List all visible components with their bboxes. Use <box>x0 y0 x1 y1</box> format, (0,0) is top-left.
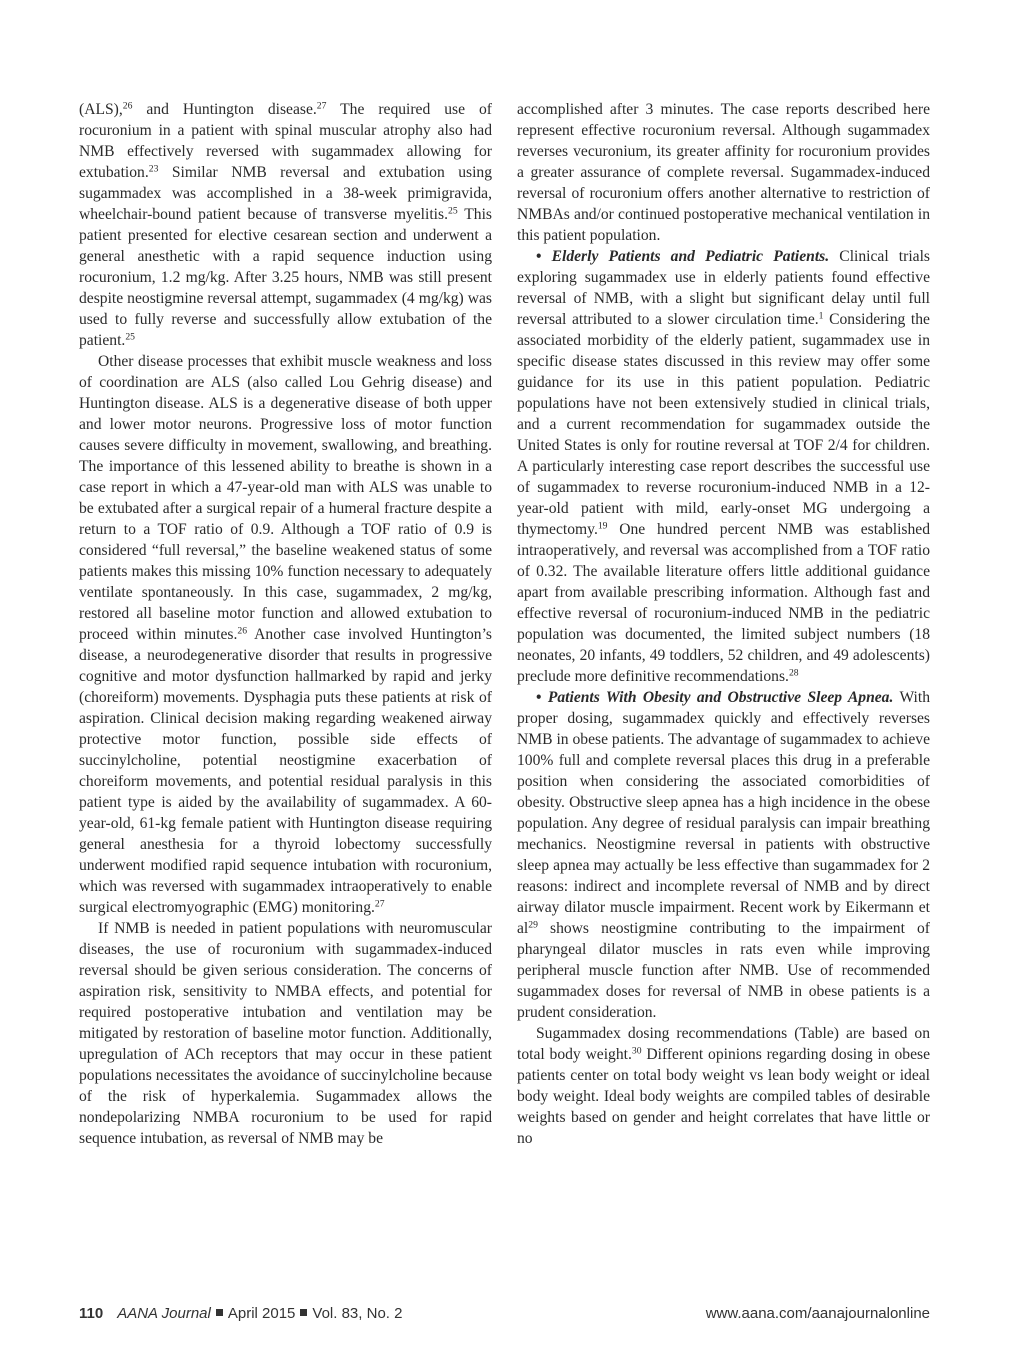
paragraph: • Elderly Patients and Pediatric Patients. Clinical trials exploring sugammadex use in elderly patients found effective reversal of NMB, with a slight but significant delay until full reversal attributed to a slower circulation time.$^1$ Considering the associated morbidity of the elderly patient, sugammadex use in specific disease states discussed in this review may offer some guidance for its use in this patient population. Pediatric populations have not been extensively studied in clinical trials, and a current recommendation for sugammadex outside the United States is only for routine reversal at TOF 2/4 for children. A particularly interesting case report describes the successful use of sugammadex to reverse rocuronium-induced NMB in a 12-year-old patient with mild, early-onset MG undergoing a thymectomy.$^{19}$ One hundred percent NMB was established intraoperatively, and reversal was accomplished from a TOF ratio of 0.32. The available literature offers little additional guidance apart from available prescribing information. Although fast and effective reversal of rocuronium-induced NMB in the pediatric population was documented, the limited subject numbers (18 neonates, 20 infants, 49 toddlers, 52 children, and 49 adolescents) preclude more definitive recommendations.$^{28}$ <box>517 248 930 685</box>
section-lead-heading: Elderly Patients and Pediatric Patients. <box>551 248 830 265</box>
citation: 26 <box>122 100 133 112</box>
citation: 28 <box>788 667 799 679</box>
section-lead-heading: Patients With Obesity and Obstructive Sleep Apnea. <box>547 689 894 706</box>
right-column <box>517 99 930 1149</box>
paragraph: Sugammadex dosing recommendations (Table) are based on total body weight.$^{30}$ Different opinions regarding dosing in obese patients center on total body weight vs lean body weight or ideal body weight. Ideal body weights are compiled tables of desirable weights based on gender and height correlates that have little or no <box>517 1025 930 1147</box>
issue-date: April 2015 <box>227 1305 296 1322</box>
citation: 25 <box>125 331 135 343</box>
citation: 26 <box>237 625 248 637</box>
bullet-icon: • <box>536 248 552 265</box>
paragraph: accomplished after 3 minutes. The case reports described here represent effective rocuronium reversal. Although sugammadex reverses vecuronium, its greater affinity for rocuronium provides a greater assurance of complete reversal. Sugammadex-induced reversal of rocuronium offers another alternative to restriction of NMBAs and/or continued postoperative mechanical ventilation in this patient population. <box>517 101 930 244</box>
volume-issue: Vol. 83, No. 2 <box>312 1305 403 1322</box>
square-separator-icon <box>300 1309 307 1316</box>
footer-citation <box>79 1305 402 1322</box>
citation: 27 <box>316 100 327 112</box>
paragraph: Other disease processes that exhibit muscle weakness and loss of coordination are ALS (also called Lou Gehrig disease) and Huntington disease. ALS is a degenerative disease of both upper and lower motor neurons. Progressive loss of motor function causes severe difficulty in movement, swallowing, and breathing. The importance of this lessened ability to breathe is shown in a case report in which a 47-year-old man with ALS was unable to be extubated after a surgical repair of a humeral fracture despite a return to a TOF ratio of 0.9. Although a TOF ratio of 0.9 is considered “full reversal,” the baseline weakened status of some patients makes this missing 10% function necessary to adequately ventilate spontaneously. In this case, sugammadex, 2 mg/kg, restored all baseline motor function and allowed extubation to proceed within minutes.$^{26}$ Another case involved Huntington’s disease, a neurodegenerative disorder that results in progressive cognitive and motor dysfunction hallmarked by rapid and jerky (choreiform) movements. Dysphagia puts these patients at risk of aspiration. Clinical decision making regarding weakened airway protective motor function, possible side effects of succinylcholine, potential neostigmine exacerbation of choreiform movements, and potential residual paralysis in this patient type is aided by the availability of sugammadex. A 60-year-old, 61-kg female patient with Huntington disease requiring general anesthesia for a thyroid lobectomy successfully underwent modified rapid sequence intubation with rocuronium, which was reversed with sugammadex intraoperatively to enable surgical electromyographic (EMG) monitoring.$^{27}$ <box>79 353 492 916</box>
journal-url[interactable]: www.aana.com/aanajournalonline <box>705 1305 930 1322</box>
left-column <box>79 99 492 1149</box>
paragraph: If NMB is needed in patient populations with neuromuscular diseases, the use of rocuronium with sugammadex-induced reversal should be given serious consideration. The concerns of aspiration risk, sensitivity to NMBA effects, and potential for required postoperative intubation and ventilation may be mitigated by restoration of baseline motor function. Additionally, upregulation of ACh receptors that may occur in these patient populations necessitates the avoidance of succinylcholine because of the risk of hyperkalemia. Sugammadex allows the nondepolarizing NMBA rocuronium to be used for rapid sequence intubation, as reversal of NMB may be <box>79 920 492 1147</box>
journal-name: AANA Journal <box>117 1305 211 1322</box>
page-number: 110 <box>79 1305 104 1322</box>
page-footer <box>79 1305 930 1327</box>
paragraph: • Patients With Obesity and Obstructive Sleep Apnea. With proper dosing, sugammadex quickly and effectively reverses NMB in obese patients. The advantage of sugammadex to achieve 100% full and complete reversal places this drug in a preferable position when considering the associated comorbidities of obesity. Obstructive sleep apnea has a high incidence in the obese population. Any degree of residual paralysis can impair breathing mechanics. Neostigmine reversal in patients with obstructive sleep apnea may actually be less effective than sugammadex for 2 reasons: indirect and incomplete reversal of NMB and by direct airway dilator muscle impairment. Recent work by Eikermann et $al^{29}$ shows neostigmine contributing to the impairment of pharyngeal dilator muscles in rats even while improving peripheral muscle function after NMB. Use of recommended sugammadex doses for reversal of NMB in obese patients is a prudent consideration. <box>517 689 931 1021</box>
paragraph: (ALS),$^{26}$ and Huntington disease.$^{27}$ The required use of rocuronium in a patient with spinal muscular atrophy also had NMB effectively reversed with sugammadex allowing for extubation.$^{23}$ Similar NMB reversal and extubation using sugammadex was accomplished in a 38-week primigravida, wheelchair-bound patient because of transverse myelitis.$^{25}$ This patient presented for elective cesarean section and underwent a general anesthetic with a rapid sequence induction using rocuronium, 1.2 mg/kg. After 3.25 hours, NMB was still present despite neostigmine reversal attempt, sugammadex (4 mg/kg) was used to fully reverse and successfully allow extubation of the patient.$^{25}$ <box>79 100 492 349</box>
citation: 23 <box>148 163 159 175</box>
citation: 30 <box>631 1045 642 1057</box>
citation: 29 <box>528 919 538 931</box>
citation: 27 <box>374 898 385 910</box>
citation: 19 <box>597 520 608 532</box>
bullet-icon: • <box>536 689 548 706</box>
square-separator-icon <box>216 1309 223 1316</box>
citation: 25 <box>447 205 458 217</box>
citation: 1 <box>818 310 824 322</box>
